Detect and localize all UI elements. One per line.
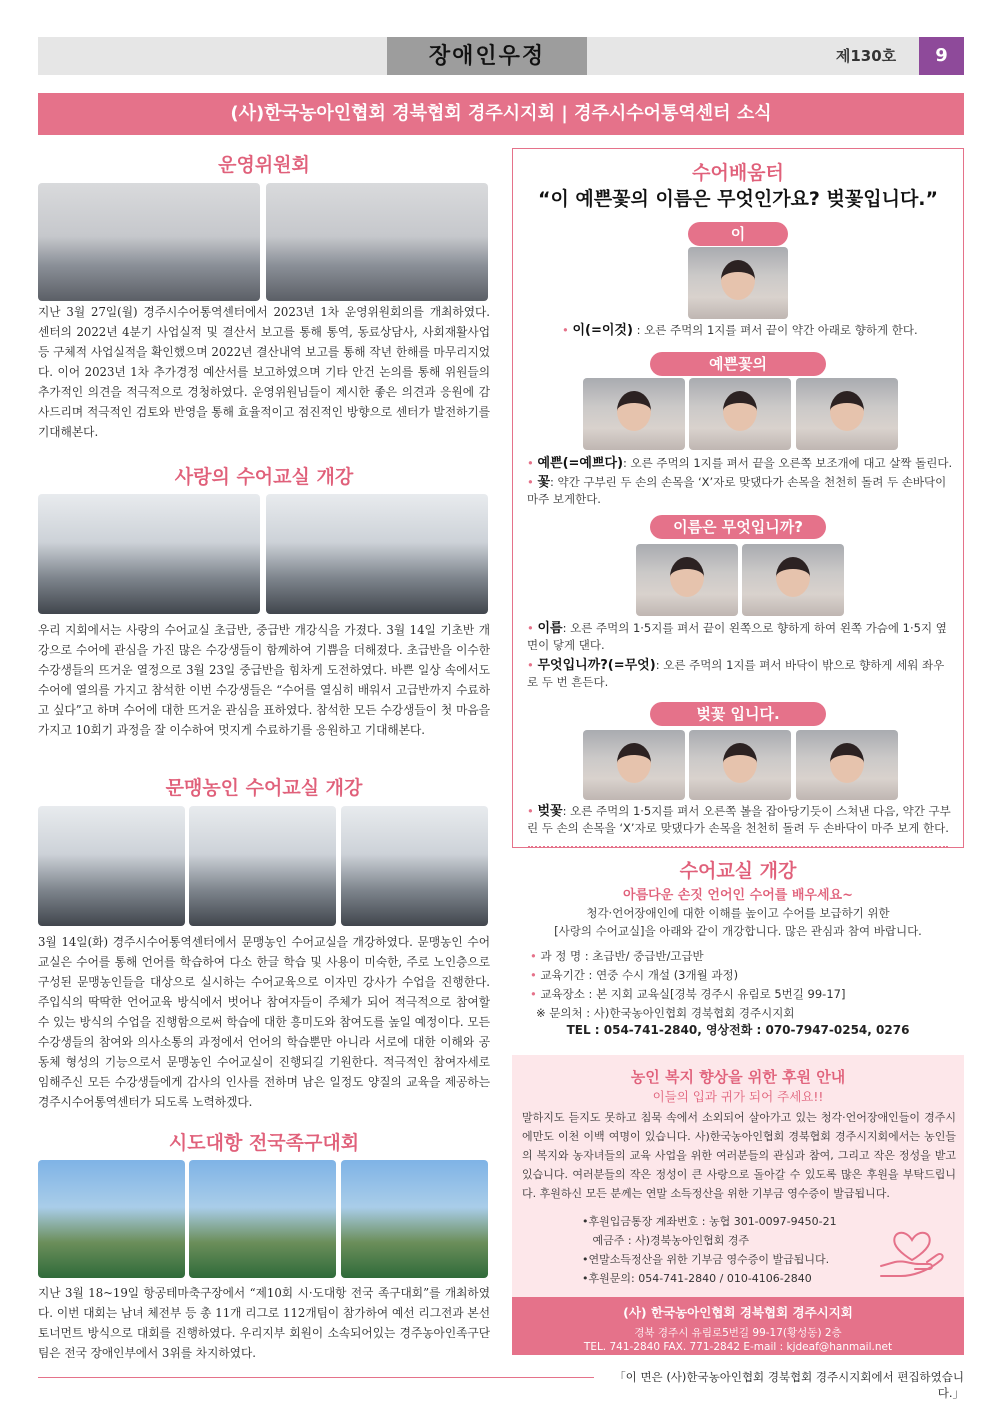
photo-footvolley-2	[189, 1160, 336, 1278]
sign-photo-cherry-3	[796, 730, 898, 800]
photo-love-class-2	[266, 494, 488, 614]
class-announce-title: 수어교실 개강	[679, 860, 797, 882]
sign-pill-i: 이	[688, 222, 788, 246]
class-item: • 과 정 명 : 초급반/ 중급반/고급반	[530, 949, 704, 963]
sign-photo-i	[688, 247, 788, 319]
class-contact-note: ※ 문의처 : 사)한국농아인협회 경북협회 경주시지회	[536, 1006, 795, 1020]
newsletter-title: 장애인우정	[387, 37, 587, 75]
class-announce-line1: 청각·언어장애인에 대한 이해를 높이고 수어를 보급하기 위한	[586, 906, 890, 920]
photo-footvolley-1	[38, 1160, 185, 1278]
footer-rule	[38, 1377, 594, 1378]
sign-photo-name-1	[636, 544, 738, 616]
donation-body: 말하지도 듣지도 못하고 침묵 속에서 소외되어 살아가고 있는 청각·언어장애인들이 경주시에만도 이천 이백 여명이 있습니다. 사)한국농아인협회 경북협회 경주시지회에서는 농인들의 복지와 농자녀들의 교육 사업을 위한 여러분들의 관심과 참여, 그리고 작은 정성을 받고 있습니다. 여러분들의 작은 정성이 큰 사랑으로 돌아갈 수 있도록 많은 후원을 부탁드립니다. 후원하신 모든 분께는 연말 소득정산을 위한 기부금 영수증이 발급됩니다.	[522, 1111, 956, 1200]
photo-love-class-1	[38, 494, 260, 614]
sign-desc-what: • 무엇입니까?(=무엇): 오른 주먹의 1지를 펴서 바닥이 밖으로 향하게 세워 좌우로 두 번 흔든다.	[527, 658, 945, 689]
donation-contact: TEL. 741-2840 FAX. 771-2842 E-mail : kjdeaf@hanmail.net	[583, 1341, 893, 1353]
article-love-class: 우리 지회에서는 사랑의 수어교실 초급반, 중급반 개강식을 가졌다. 3월 14일 기초반 개강으로 수어에 관심을 가진 많은 수강생들이 함께하여 기쁨을 더해졌다. 초급반을 이수한 수강생들의 뜨거운 열정으로 3월 23일 중급반을 힘차게 도전하였다. 바쁜 일상 속에서도 수어에 열의를 가지고 참석한 이번 수강생들은 “수어를 열심히 배워서 고급반까지 수료하고 싶다”고 하며 수어에 대한 뜨거운 관심을 표하였다. 참석한 모든 수강생들이 첫 마음을 가지고 10회기 과정을 잘 이수하여 멋지게 수료하기를 응원하고 기대해본다.	[38, 623, 490, 737]
photo-footvolley-3	[341, 1160, 488, 1278]
sign-lesson-quote: “이 예쁜꽃의 이름은 무엇인가요? 벚꽃입니다.”	[537, 188, 939, 210]
article-footvolley: 지난 3월 18~19일 항공테마축구장에서 “제10회 시·도대항 전국 족구대회”를 개최하였다. 이번 대회는 남녀 체전부 등 총 11개 리그로 112개팀이 참가하여 예선 리그전과 본선 토너먼트 방식으로 대회를 진행하였다. 우리지부 회원이 소속되어있는 경주농아인족구단팀은 전국 장애인부에서 3위를 차지하였다.	[38, 1286, 490, 1360]
donation-item: •후원문의: 054-741-2840 / 010-4106-2840	[582, 1272, 812, 1285]
class-announce-subtitle: 아름다운 손짓 언어인 수어를 배우세요~	[623, 888, 853, 903]
section-title-footvolley: 시도대항 전국족구대회	[168, 1132, 360, 1154]
sign-lesson-title: 수어배움터	[692, 162, 784, 184]
sign-photo-cherry-2	[689, 730, 791, 800]
sign-desc-pretty: • 예쁜(=예쁘다): 오른 주먹의 1지를 펴서 끝을 오른쪽 보조개에 대고 살짝 돌린다.	[527, 456, 953, 471]
photo-illiterate-2	[189, 806, 336, 926]
sign-pill-pretty-flower: 예쁜꽃의	[650, 352, 826, 376]
wavy-divider	[528, 846, 948, 848]
page-number: 9	[919, 37, 964, 75]
photo-illiterate-3	[341, 806, 488, 926]
heart-hand-icon	[875, 1218, 950, 1280]
donation-item: 예금주 : 사)경북농아인협회 경주	[582, 1234, 750, 1247]
sign-photo-pretty-3	[796, 378, 898, 450]
sign-photo-pretty-1	[583, 378, 685, 450]
photo-committee-meeting	[266, 183, 488, 301]
article-committee: 지난 3월 27일(월) 경주시수어통역센터에서 2023년 1차 운영위원회의를 개최하였다. 센터의 2022년 4분기 사업실적 및 결산서 보고를 통해 통역, 동료상담사, 사회재활사업 등 구체적 사업실적을 확인했으며 2022년 결산내역 보고를 통해 작년 한해를 마무리지었다. 이어 2023년 1차 추가경정 예산서를 보고하였으며 기타 안건 논의를 통해 위원들의 추가적인 의견을 적극적으로 경청하였다. 운영위원님들이 제시한 좋은 의견과 응원에 감사드리며 적극적인 검토와 반영을 통해 효율적이고 점진적인 방향으로 센터가 발전하기를 기대해본다.	[38, 305, 490, 439]
donation-subtitle: 이들의 입과 귀가 되어 주세요!!	[652, 1089, 824, 1104]
donation-org: (사) 한국농아인협회 경북협회 경주시지회	[623, 1305, 853, 1320]
sign-photo-cherry-1	[583, 730, 685, 800]
photo-committee-award	[38, 183, 260, 301]
donation-item: •연말소득정산을 위한 기부금 영수증이 발급됩니다.	[582, 1253, 830, 1266]
sign-photo-pretty-2	[689, 378, 791, 450]
sign-desc-name: • 이름: 오른 주먹의 1·5지를 펴서 끝이 왼쪽으로 향하게 하여 왼쪽 가슴에 1·5지 옆면이 닿게 댄다.	[527, 621, 947, 652]
class-announce-line2: [사랑의 수어교실]을 아래와 같이 개강합니다. 많은 관심과 참여 바랍니다.	[554, 924, 922, 938]
sign-pill-what-name: 이름은 무엇입니까?	[650, 515, 826, 539]
section-banner: (사)한국농아인협회 경북협회 경주시지회 | 경주시수어통역센터 소식	[38, 93, 964, 135]
donation-address: 경북 경주시 유림로5번길 99-17(황성동) 2층	[634, 1327, 842, 1339]
sign-desc-flower: • 꽃: 약간 구부린 두 손의 손목을 ‘X’자로 맞댔다가 손목을 천천히 돌려 두 손바닥이 마주 보게한다.	[527, 475, 947, 506]
section-title-committee: 운영위원회	[218, 154, 310, 176]
issue-number: 제130호	[835, 47, 897, 65]
donation-title: 농인 복지 향상을 위한 후원 안내	[630, 1068, 846, 1086]
photo-illiterate-1	[38, 806, 185, 926]
section-title-illiterate-class: 문맹농인 수어교실 개강	[165, 777, 363, 799]
sign-pill-cherry: 벚꽃 입니다.	[650, 702, 826, 726]
class-tel: TEL : 054-741-2840, 영상전화 : 070-7947-0254, 0276	[566, 1023, 910, 1037]
section-title-love-class: 사랑의 수어교실 개강	[174, 466, 354, 488]
sign-desc-cherry: • 벚꽃: 오른 주먹의 1·5지를 펴서 오른쪽 볼을 잡아당기듯이 스쳐낸 다음, 약간 구부린 두 손의 손목을 ‘X’자로 맞댔다가 손목을 천천히 돌려 두 손바닥이 마주 보게 한다.	[527, 804, 951, 835]
sign-photo-name-2	[742, 544, 844, 616]
footer-note: 「이 면은 (사)한국농아인협회 경북협회 경주시지회에서 편집하였습니다.」	[614, 1370, 964, 1400]
article-illiterate-class: 3월 14일(화) 경주시수어통역센터에서 문맹농인 수어교실을 개강하였다. 문맹농인 수어교실은 수어를 통해 언어를 학습하여 다소 한글 학습 및 사용이 미숙한, 주로 노인층으로 구성된 문맹농인들을 대상으로 실시하는 수어교육으로 이자민 강사가 수업을 진행한다. 주입식의 딱딱한 언어교육 방식에서 벗어나 참여자들이 주체가 되어 적극적으로 참여할 수 있는 방식의 수업을 진행함으로써 학습에 대한 흥미도와 참여도를 높일 예정이다. 모든 수강생들의 참여와 의사소통의 과정에서 언어의 학습뿐만 아니라 서로에 대한 이해와 공동체 형성의 기능으로서 문맹농인 수어교실이 진행되길 기원한다. 적극적인 참여자세로 임해주신 모든 수강생들에게 감사의 인사를 전하며 남은 일정도 양질의 교육을 제공하는 경주시수어통역센터가 되도록 노력하겠다.	[38, 935, 490, 1109]
class-item: • 교육기간 : 연중 수시 개설 (3개월 과정)	[530, 968, 739, 982]
donation-footer	[512, 1297, 964, 1355]
sign-desc-i: • 이(=이것) : 오른 주먹의 1지를 펴서 끝이 약간 아래로 향하게 한다.	[562, 323, 918, 338]
class-item: • 교육장소 : 본 지회 교육실[경북 경주시 유림로 5번길 99-17]	[530, 987, 846, 1001]
donation-item: •후원입금통장 계좌번호 : 농협 301-0097-9450-21	[582, 1215, 837, 1228]
